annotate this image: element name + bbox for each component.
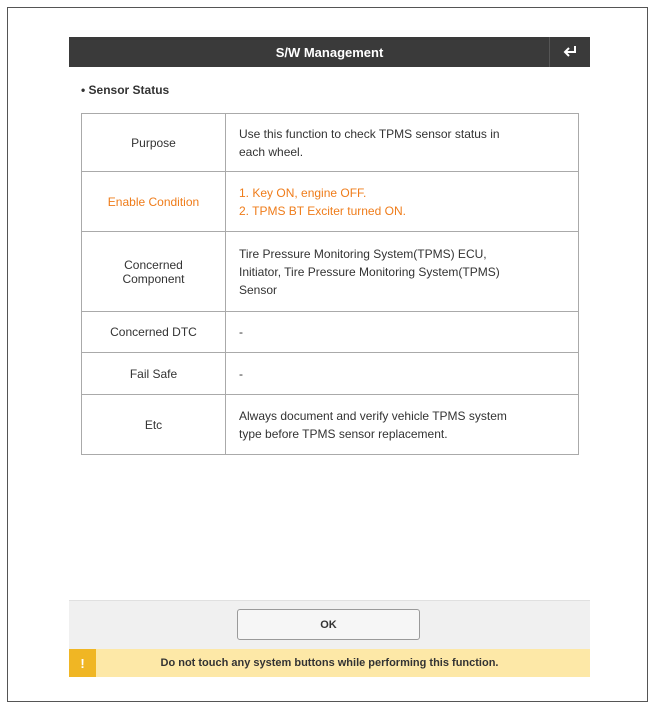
table-row-etc (82, 395, 579, 455)
label-line: Concerned (124, 257, 183, 272)
row-value-etc (226, 395, 579, 455)
section-title: • Sensor Status (81, 83, 170, 97)
row-value-concerned-dtc: - (226, 312, 579, 353)
row-value-fail-safe: - (226, 353, 579, 395)
sw-management-dialog (69, 37, 590, 677)
value-line: Tire Pressure Monitoring System(TPMS) ECU, (239, 246, 487, 261)
row-label-fail-safe: Fail Safe (82, 353, 226, 395)
value-line: type before TPMS sensor replacement. (239, 426, 448, 441)
exclamation-icon: ! (69, 649, 96, 677)
value-line: 1. Key ON, engine OFF. (239, 185, 367, 200)
row-value-enable-condition (226, 172, 579, 232)
row-value-concerned-component (226, 232, 579, 312)
warning-bar (69, 649, 590, 677)
value-line: Sensor (239, 282, 278, 297)
dialog-title: S/W Management (275, 44, 384, 60)
table-row-concerned-component (82, 232, 579, 312)
value-line: each wheel. (239, 144, 304, 159)
table-row-enable-condition (82, 172, 579, 232)
row-label-enable-condition: Enable Condition (82, 172, 226, 232)
return-arrow-icon (562, 45, 578, 59)
ok-button[interactable]: OK (237, 609, 420, 640)
warning-text: Do not touch any system buttons while performing this function. (160, 657, 499, 669)
value-line: Use this function to check TPMS sensor status in (239, 126, 500, 141)
info-table (81, 113, 579, 455)
table-row-purpose (82, 114, 579, 172)
footer-bar (69, 600, 590, 650)
value-line: Always document and verify vehicle TPMS system (239, 408, 507, 423)
row-label-concerned-component (82, 232, 226, 312)
value-line: Initiator, Tire Pressure Monitoring System(TPMS) (239, 264, 500, 279)
title-bar (69, 37, 590, 67)
row-label-concerned-dtc: Concerned DTC (82, 312, 226, 353)
row-value-purpose (226, 114, 579, 172)
value-line: 2. TPMS BT Exciter turned ON. (239, 203, 406, 218)
back-button[interactable] (549, 37, 590, 67)
table-row-concerned-dtc (82, 312, 579, 353)
table-row-fail-safe (82, 353, 579, 395)
row-label-purpose: Purpose (82, 114, 226, 172)
label-line: Component (122, 271, 185, 286)
row-label-etc: Etc (82, 395, 226, 455)
